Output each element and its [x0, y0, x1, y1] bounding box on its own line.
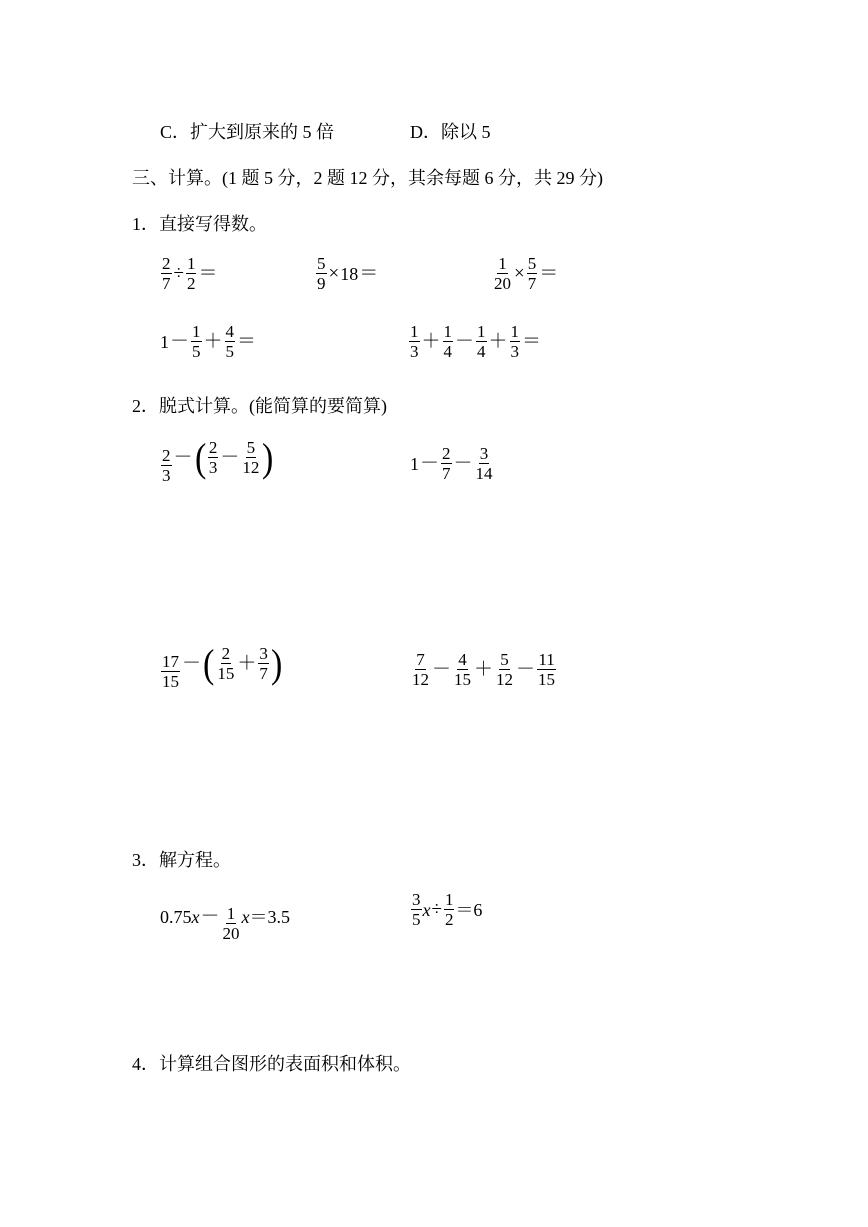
denominator: 12: [242, 458, 260, 477]
fraction: [225, 322, 236, 361]
fraction: [493, 254, 512, 293]
operator: －: [420, 453, 440, 474]
denominator: 5: [412, 910, 421, 929]
operator: ＋: [237, 653, 257, 674]
denominator: 3: [162, 466, 171, 485]
number: 0.75: [160, 906, 192, 927]
fraction: [453, 650, 472, 689]
operator: ＋: [488, 331, 508, 352]
q3-label: 3．解方程。: [132, 850, 231, 870]
denominator: 2: [444, 910, 454, 929]
numerator: 3: [412, 890, 421, 909]
option-d: D．除以 5: [410, 122, 491, 142]
fraction: [510, 322, 521, 361]
denominator: 15: [217, 664, 235, 683]
numerator: 5: [317, 254, 326, 273]
fraction: [527, 254, 538, 293]
fraction: [208, 438, 219, 477]
denominator: 15: [454, 670, 472, 689]
numerator: 11: [538, 650, 555, 669]
left-paren: (: [203, 640, 215, 686]
operator: ＋: [203, 331, 223, 352]
fraction: [216, 644, 235, 683]
fraction: [191, 322, 202, 361]
fraction: [441, 444, 452, 483]
q3-equation-2: [410, 890, 482, 929]
numerator: 3: [259, 644, 268, 663]
q1-expr-3: [492, 254, 559, 293]
fraction: [222, 904, 241, 943]
q2-expr-4: [410, 650, 557, 689]
fraction: [409, 322, 420, 361]
fraction: [316, 254, 327, 293]
q1-expr-1: [160, 254, 218, 293]
denominator: 5: [192, 342, 201, 361]
denominator: 20: [494, 274, 511, 293]
equation-result: ＝3.5: [249, 906, 291, 927]
number: 1: [410, 453, 419, 474]
denominator: 3: [208, 458, 218, 477]
q3-equation-1: [160, 890, 290, 943]
q1-label: 1．直接写得数。: [132, 214, 267, 234]
q2-expr-3: [160, 636, 283, 691]
fraction: [186, 254, 197, 293]
denominator: 3: [410, 342, 419, 361]
numerator: 4: [458, 650, 467, 669]
option-c: C．扩大到原来的 5 倍: [160, 122, 335, 142]
numerator: 2: [162, 254, 171, 273]
denominator: 7: [162, 274, 171, 293]
numerator: 2: [208, 438, 218, 457]
q4-label: 4．计算组合图形的表面积和体积。: [132, 1054, 411, 1074]
numerator: 2: [162, 446, 171, 465]
fraction: [161, 254, 172, 293]
denominator: 7: [527, 274, 537, 293]
equals-sign: ＝: [522, 331, 542, 352]
operator: ＋: [474, 659, 494, 680]
denominator: 7: [259, 664, 268, 683]
operator: －: [453, 453, 473, 474]
numerator: 1: [186, 254, 196, 273]
numerator: 7: [416, 650, 425, 669]
numerator: 3: [479, 444, 489, 463]
numerator: 2: [221, 644, 231, 663]
numerator: 2: [442, 444, 451, 463]
fraction: [241, 438, 260, 477]
fraction: [443, 322, 454, 361]
fraction: [258, 644, 269, 683]
operator: ÷: [173, 263, 184, 284]
denominator: 12: [412, 670, 429, 689]
denominator: 9: [317, 274, 326, 293]
q2-label: 2．脱式计算。(能简算的要简算): [132, 396, 387, 416]
operator: －: [173, 447, 193, 468]
numerator: 1: [477, 322, 486, 341]
numerator: 5: [500, 650, 509, 669]
numerator: 4: [225, 322, 235, 341]
equals-sign: ＝: [237, 331, 257, 352]
numerator: 5: [246, 438, 256, 457]
operator: －: [220, 447, 240, 468]
operator: －: [432, 659, 452, 680]
numerator: 1: [444, 890, 454, 909]
operator: ＋: [421, 331, 441, 352]
variable: x: [191, 906, 200, 927]
numerator: 1: [510, 322, 520, 341]
q2-expr-2: [410, 444, 495, 483]
equals-sign: ＝: [359, 263, 379, 284]
right-paren: ): [270, 640, 283, 686]
denominator: 5: [225, 342, 235, 361]
denominator: 2: [186, 274, 196, 293]
operator: －: [182, 653, 202, 674]
numerator: 1: [443, 322, 453, 341]
numerator: 17: [162, 652, 179, 671]
q1-expr-2: [315, 254, 379, 293]
number: 18: [340, 263, 359, 284]
fraction: [161, 446, 172, 485]
equals-sign: ＝: [539, 263, 559, 284]
right-paren: ): [262, 434, 274, 480]
fraction: [476, 322, 487, 361]
operator: －: [170, 331, 190, 352]
equation-result: ＝6: [455, 899, 483, 920]
denominator: 7: [442, 464, 451, 483]
fraction: [161, 652, 180, 691]
fraction: [411, 890, 422, 929]
denominator: 3: [510, 342, 520, 361]
operator: ÷: [431, 899, 442, 920]
fraction: [444, 890, 455, 929]
denominator: 15: [162, 672, 179, 691]
fraction: [495, 650, 514, 689]
operator: －: [455, 331, 475, 352]
left-paren: (: [194, 434, 206, 480]
number: 1: [160, 331, 169, 352]
denominator: 20: [222, 924, 240, 943]
numerator: 1: [498, 254, 507, 273]
operator: －: [200, 906, 220, 927]
fraction: [537, 650, 556, 689]
fraction: [411, 650, 430, 689]
operator: ×: [514, 263, 525, 284]
denominator: 14: [475, 464, 493, 483]
fraction: [475, 444, 494, 483]
numerator: 1: [226, 904, 236, 923]
denominator: 12: [496, 670, 514, 689]
numerator: 1: [192, 322, 201, 341]
denominator: 4: [477, 342, 486, 361]
numerator: 1: [410, 322, 419, 341]
numerator: 5: [527, 254, 537, 273]
denominator: 4: [443, 342, 453, 361]
variable: x: [241, 906, 250, 927]
section-title: 三、计算。(1 题 5 分，2 题 12 分，其余每题 6 分，共 29 分): [132, 168, 603, 188]
variable: x: [422, 899, 431, 920]
q2-expr-1: [160, 430, 275, 485]
q1-expr-4: [160, 322, 257, 361]
denominator: 15: [538, 670, 556, 689]
operator: ×: [328, 263, 340, 284]
equals-sign: ＝: [198, 263, 218, 284]
q1-expr-5: [408, 322, 542, 361]
operator: －: [516, 659, 536, 680]
